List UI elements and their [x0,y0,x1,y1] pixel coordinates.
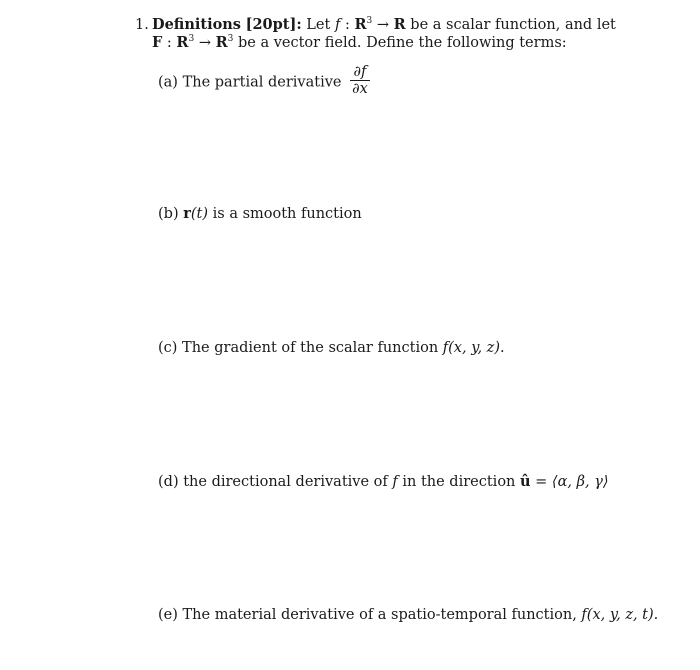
part-d [158,473,609,491]
vector-field-F: F [152,34,163,51]
intro-line2-suffix: be a vector field. Define the following terms: [237,35,567,51]
part-b-arg: (t) [190,206,209,222]
field-domain-exponent: 3 [188,34,195,44]
part-d-eq: = [535,474,548,490]
part-a-label: (a) [158,74,178,91]
codomain-R: R [393,16,406,33]
intro-let: Let [306,17,331,33]
problem-points: [20pt]: [245,16,302,33]
part-c [158,339,505,357]
part-e-label: (e) [158,607,178,623]
field-domain-R: R [176,34,189,51]
domain-R: R [354,16,367,33]
field-codomain-exponent: 3 [227,34,234,44]
part-c-math: f(x, y, z) [442,340,500,356]
problem-number: 1. [135,17,149,33]
part-d-label: (d) [158,474,179,490]
fraction-denominator: ∂x [352,81,368,97]
part-b-label: (b) [158,206,179,222]
domain-exponent: 3 [366,16,373,26]
part-e-math: f(x, y, z, t) [581,607,654,623]
part-d-text2: in the direction [402,474,516,490]
part-d-f: f [392,474,398,490]
part-b [158,205,362,223]
unit-vector-u: û [520,473,531,490]
problem-intro-line-2 [152,34,567,52]
part-d-text: the directional derivative of [183,474,388,490]
part-b-r: r [183,205,191,222]
part-e-end: . [653,607,659,623]
direction-vector: ⟨α, β, γ⟩ [551,474,609,490]
field-codomain-R: R [215,34,228,51]
intro-colon: : [344,17,350,33]
fraction-numerator: ∂f [350,65,370,81]
partial-derivative-fraction [350,65,370,96]
part-a-text: The partial derivative [182,74,342,91]
part-c-text: The gradient of the scalar function [182,340,439,356]
intro-line1-suffix: be a scalar function, and let [410,17,616,33]
intro-arrow: → [376,17,389,33]
part-e [158,606,658,624]
part-e-text: The material derivative of a spatio-temporal function, [182,607,577,623]
part-c-label: (c) [158,340,178,356]
intro-arrow-2: → [198,35,211,51]
part-c-end: . [499,340,505,356]
intro-colon-2: : [166,35,172,51]
part-b-text: is a smooth function [212,206,362,222]
problem-heading: Definitions [152,16,241,33]
intro-f: f [334,17,341,33]
problem-intro-line-1 [152,16,616,34]
part-a [158,64,370,98]
